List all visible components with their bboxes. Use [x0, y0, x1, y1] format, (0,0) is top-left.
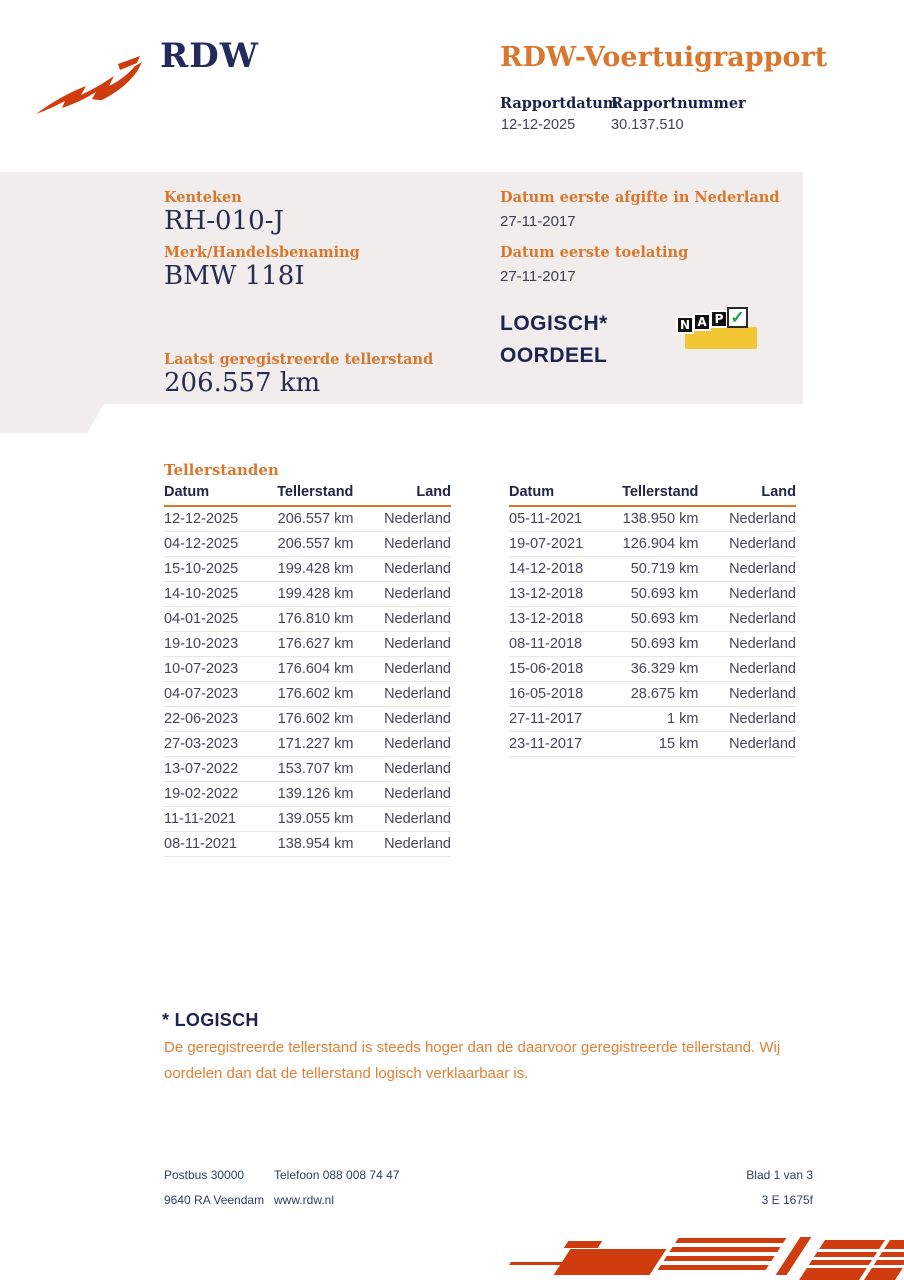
- mileage-table-right: [509, 484, 796, 757]
- cell-tellerstand: 176.602 km: [277, 686, 354, 702]
- table-row: [509, 707, 796, 732]
- cell-datum: 10-07-2023: [164, 661, 239, 677]
- cell-tellerstand: 199.428 km: [277, 561, 354, 577]
- cell-tellerstand: 139.055 km: [277, 811, 354, 827]
- cell-datum: 08-11-2018: [509, 636, 583, 652]
- table-row: [164, 757, 451, 782]
- cell-tellerstand: 206.557 km: [277, 511, 354, 527]
- nap-letter-a: A: [693, 313, 711, 331]
- verdict-line-2: OORDEEL: [500, 344, 608, 367]
- footer-page-number: Blad 1 van 3: [746, 1168, 813, 1182]
- page-title: RDW-Voertuigrapport: [500, 42, 828, 73]
- cell-tellerstand: 126.904 km: [622, 536, 699, 552]
- cell-land: Nederland: [384, 561, 451, 577]
- cell-land: Nederland: [384, 761, 451, 777]
- cell-land: Nederland: [729, 686, 796, 702]
- verdict-line-1: LOGISCH*: [500, 312, 608, 335]
- table-row: [164, 632, 451, 657]
- cell-tellerstand: 36.329 km: [630, 661, 699, 677]
- footer-phone: Telefoon 088 008 74 47: [274, 1168, 400, 1182]
- cell-land: Nederland: [384, 636, 451, 652]
- cell-land: Nederland: [729, 586, 796, 602]
- table-body-left: [164, 507, 451, 857]
- cell-land: Nederland: [384, 811, 451, 827]
- table-row: [509, 532, 796, 557]
- table-row: [509, 657, 796, 682]
- cell-tellerstand: 176.604 km: [277, 661, 354, 677]
- kenteken-label: Kenteken: [164, 189, 242, 206]
- col-header-tellerstand: Tellerstand: [277, 484, 354, 500]
- cell-datum: 14-10-2025: [164, 586, 239, 602]
- table-row: [164, 532, 451, 557]
- cell-land: Nederland: [384, 711, 451, 727]
- tellerstanden-section-title: Tellerstanden: [164, 461, 279, 479]
- col-header-datum: Datum: [509, 484, 555, 500]
- cell-tellerstand: 153.707 km: [277, 761, 354, 777]
- cell-datum: 12-12-2025: [164, 511, 239, 527]
- cell-tellerstand: 1 km: [666, 711, 699, 727]
- cell-datum: 27-11-2017: [509, 711, 583, 727]
- tellerstand-label: Laatst geregistreerde tellerstand: [164, 351, 434, 368]
- cell-tellerstand: 176.602 km: [277, 711, 354, 727]
- table-row: [509, 607, 796, 632]
- table-row: [164, 832, 451, 857]
- report-number-label: Rapportnummer: [611, 95, 746, 112]
- cell-land: Nederland: [384, 511, 451, 527]
- table-row: [164, 557, 451, 582]
- cell-land: Nederland: [384, 786, 451, 802]
- cell-datum: 15-10-2025: [164, 561, 239, 577]
- speed-stripe-notch: [564, 1241, 603, 1248]
- cell-datum: 04-07-2023: [164, 686, 239, 702]
- table-row: [164, 782, 451, 807]
- nap-letter-p: P: [710, 310, 728, 328]
- table-row: [164, 732, 451, 757]
- cell-datum: 16-05-2018: [509, 686, 584, 702]
- cell-land: Nederland: [384, 586, 451, 602]
- cell-land: Nederland: [729, 611, 796, 627]
- cell-land: Nederland: [729, 636, 796, 652]
- cell-datum: 19-02-2022: [164, 786, 239, 802]
- table-row: [164, 807, 451, 832]
- speed-stripe-group-1: [658, 1238, 787, 1270]
- cell-tellerstand: 138.954 km: [277, 836, 354, 852]
- rdw-feather-logo-icon: [34, 48, 146, 127]
- nap-letter-n: N: [676, 316, 694, 334]
- table-row: [509, 582, 796, 607]
- table-row: [164, 682, 451, 707]
- cell-land: Nederland: [384, 736, 451, 752]
- footer-website: www.rdw.nl: [274, 1193, 335, 1207]
- cell-datum: 22-06-2023: [164, 711, 239, 727]
- cell-land: Nederland: [729, 736, 796, 752]
- cell-land: Nederland: [384, 611, 451, 627]
- cell-tellerstand: 171.227 km: [277, 736, 354, 752]
- cell-datum: 04-12-2025: [164, 536, 239, 552]
- cell-datum: 13-12-2018: [509, 611, 584, 627]
- table-row: [164, 507, 451, 532]
- cell-tellerstand: 15 km: [658, 736, 699, 752]
- table-row: [509, 732, 796, 757]
- cell-land: Nederland: [729, 511, 796, 527]
- rdw-wordmark: RDW: [160, 36, 259, 76]
- col-header-land: Land: [761, 484, 796, 500]
- speed-stripe-group-2: [799, 1240, 904, 1280]
- cell-tellerstand: 50.693 km: [630, 586, 699, 602]
- cell-datum: 13-12-2018: [509, 586, 584, 602]
- speed-stripe-block: [554, 1249, 667, 1275]
- report-date-label: Rapportdatum: [500, 95, 619, 112]
- table-row: [164, 582, 451, 607]
- table-header: [509, 484, 796, 507]
- cell-land: Nederland: [384, 536, 451, 552]
- cell-tellerstand: 176.627 km: [277, 636, 354, 652]
- cell-datum: 11-11-2021: [164, 811, 237, 827]
- table-header: [164, 484, 451, 507]
- footer-address-line1: Postbus 30000: [164, 1168, 245, 1182]
- summary-band: [0, 172, 803, 404]
- cell-tellerstand: 50.693 km: [630, 636, 699, 652]
- cell-tellerstand: 139.126 km: [277, 786, 354, 802]
- cell-datum: 05-11-2021: [509, 511, 583, 527]
- cell-land: Nederland: [384, 836, 451, 852]
- footer-doc-code: 3 E 1675f: [761, 1193, 813, 1207]
- footnote-title: * LOGISCH: [162, 1010, 259, 1030]
- table-row: [509, 507, 796, 532]
- cell-datum: 13-07-2022: [164, 761, 239, 777]
- toelating-label: Datum eerste toelating: [500, 244, 689, 261]
- nap-logo: [676, 306, 764, 352]
- footnote-text: De geregistreerde tellerstand is steeds hoger dan de daarvoor geregistreerde tellerstand. Wij oordelen dan dat de tellerstand logisch verklaarbaar is.: [164, 1039, 781, 1082]
- nap-checkmark-icon: ✓: [727, 307, 748, 328]
- cell-datum: 14-12-2018: [509, 561, 584, 577]
- cell-tellerstand: 206.557 km: [277, 536, 354, 552]
- cell-datum: 23-11-2017: [509, 736, 583, 752]
- speed-stripes-graphic: [500, 1230, 904, 1280]
- cell-land: Nederland: [729, 711, 796, 727]
- report-number-value: 30.137.510: [611, 117, 684, 133]
- table-row: [509, 557, 796, 582]
- table-body-right: [509, 507, 796, 757]
- kenteken-value: RH-010-J: [164, 206, 284, 236]
- afgifte-label: Datum eerste afgifte in Nederland: [500, 189, 780, 206]
- footer-address-line2: 9640 RA Veendam: [164, 1193, 265, 1207]
- cell-datum: 04-01-2025: [164, 611, 239, 627]
- cell-tellerstand: 199.428 km: [277, 586, 354, 602]
- col-header-land: Land: [416, 484, 451, 500]
- cell-land: Nederland: [729, 661, 796, 677]
- cell-land: Nederland: [384, 661, 451, 677]
- cell-tellerstand: 50.693 km: [630, 611, 699, 627]
- cell-datum: 19-07-2021: [509, 536, 584, 552]
- toelating-value: 27-11-2017: [500, 268, 576, 285]
- cell-datum: 19-10-2023: [164, 636, 239, 652]
- cell-tellerstand: 138.950 km: [622, 511, 699, 527]
- merk-value: BMW 118I: [164, 261, 305, 291]
- col-header-tellerstand: Tellerstand: [622, 484, 699, 500]
- merk-label: Merk/Handelsbenaming: [164, 244, 360, 261]
- cell-tellerstand: 28.675 km: [630, 686, 699, 702]
- mileage-table-left: [164, 484, 451, 857]
- tellerstand-value: 206.557 km: [164, 368, 321, 398]
- table-row: [509, 632, 796, 657]
- cell-datum: 27-03-2023: [164, 736, 239, 752]
- afgifte-value: 27-11-2017: [500, 213, 576, 230]
- cell-tellerstand: 176.810 km: [277, 611, 354, 627]
- table-row: [509, 682, 796, 707]
- cell-land: Nederland: [729, 561, 796, 577]
- col-header-datum: Datum: [164, 484, 210, 500]
- report-date-value: 12-12-2025: [501, 117, 576, 133]
- table-row: [164, 657, 451, 682]
- cell-datum: 15-06-2018: [509, 661, 584, 677]
- table-row: [164, 707, 451, 732]
- summary-band-tail: [0, 404, 104, 433]
- cell-land: Nederland: [384, 686, 451, 702]
- cell-tellerstand: 50.719 km: [630, 561, 699, 577]
- cell-land: Nederland: [729, 536, 796, 552]
- table-row: [164, 607, 451, 632]
- cell-datum: 08-11-2021: [164, 836, 238, 852]
